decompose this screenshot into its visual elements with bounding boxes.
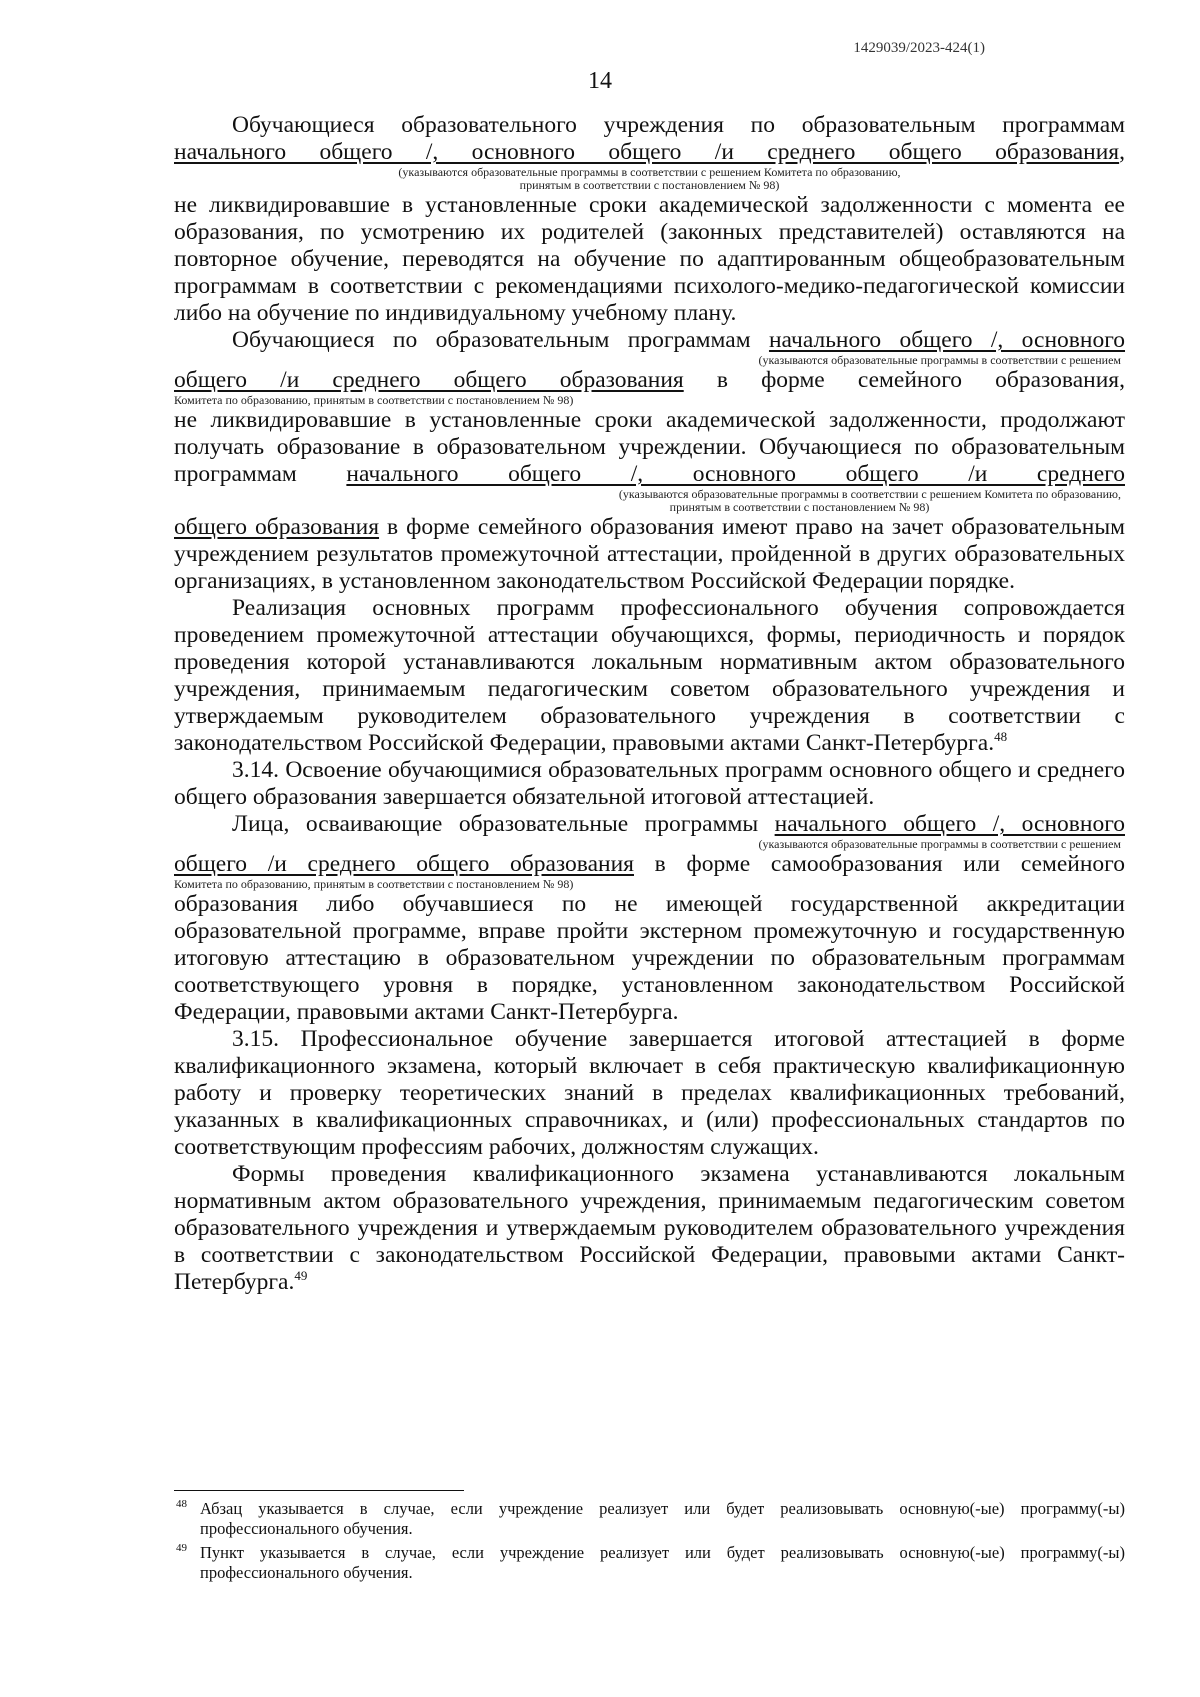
fill-in-hint: Комитета по образованию, принятым в соответствии с постановлением № 98)	[174, 877, 574, 891]
paragraph-1-line-2	[174, 139, 1125, 166]
document-body	[174, 112, 1125, 1296]
paragraph-text: психолого-медико-педагогической комиссии либо на обучение по индивидуальному учебному плану.	[174, 273, 1125, 326]
program-fill-in: общего образования	[174, 514, 380, 540]
footnote-separator	[174, 1490, 464, 1491]
paragraph-text: не ликвидировавшие в установленные сроки академической задолженности, продолжают получать образование в образовательном учреждении. Обучающиеся по образовательным программам	[174, 407, 1125, 487]
footnote-marker: 48	[176, 1498, 187, 1510]
program-fill-in: начального общего /, основного	[768, 327, 1126, 353]
paragraph-1-text	[174, 192, 1125, 327]
fill-in-hint: принятым в соответствии с постановлением № 98)	[519, 178, 780, 192]
paragraph-text: общеобразовательным программам в соответствии с рекомендациями	[174, 246, 1126, 299]
fill-in-hint: принятым в соответствии с постановлением № 98)	[669, 500, 930, 514]
footnote-text: Пункт указывается в случае, если учреждение реализует или будет реализовывать основную(-ые) программу(-ы) профессионального обучения.	[200, 1543, 1125, 1582]
fill-in-hint: (указываются образовательные программы в соответствии с решением Комитета по образованию,	[398, 165, 901, 179]
paragraph-2-line-2	[174, 367, 1125, 394]
paragraph-text: в форме семейного образования,	[683, 367, 1125, 393]
footnote-text: Абзац указывается в случае, если учреждение реализует или будет реализовывать основную(-ые) программу(-ы) профессионального обучения.	[200, 1499, 1125, 1538]
paragraph-2-line-1	[174, 327, 1125, 354]
footnote-marker: 49	[176, 1542, 187, 1554]
paragraph-text: Формы проведения квалификационного экзамена устанавливаются локальным нормативным актом образовательного учреждения, принимаемым педагогическим советом образовательного учреждения и утверждаемым руководителем образовательного учреждения в соответствии с законодательством Российской Федерации, правовыми актами Санкт-Петербурга.	[174, 1161, 1125, 1295]
paragraph-3	[174, 595, 1125, 757]
paragraph-text: не ликвидировавшие в установленные сроки академической задолженности с момента ее образования, по усмотрению их родителей (законных представителей) оставляются на повторное обучение, переводятся на обучение по адаптированным	[174, 192, 1125, 272]
fill-in-hint: Комитета по образованию, принятым в соответствии с постановлением № 98)	[174, 393, 574, 407]
footnote-49	[174, 1543, 1125, 1583]
clause-3-15: 3.15. Профессиональное обучение завершается итоговой аттестацией в форме квалификационного экзамена, который включает в себя практическую квалификационную работу и проверку теоретических знаний в пределах квалификационных требований, указанных в квалификационных справочниках, и (или) профессиональных стандартов по соответствующим профессиям рабочих, должностям служащих.	[174, 1026, 1125, 1160]
fill-in-hint: (указываются образовательные программы в соответствии с решением	[758, 837, 1121, 851]
paragraph-5-text: образования либо обучавшиеся по не имеющей государственной аккредитации образовательной программе, вправе пройти экстерном промежуточную и государственную итоговую аттестацию в образовательном учреждении по образовательным программам соответствующего уровня в порядке, установленном законодательством Российской Федерации, правовыми актами Санкт-Петербурга.	[174, 891, 1125, 1025]
comma: ,	[1119, 139, 1125, 165]
paragraph-2-continued	[174, 514, 1125, 595]
footnotes	[174, 1499, 1125, 1587]
paragraph-text: Лица, осваивающие образовательные программы	[232, 811, 775, 837]
fill-in-hint: (указываются образовательные программы в соответствии с решением	[758, 353, 1121, 367]
program-fill-in: начального общего /, основного общего /и среднего общего образования	[174, 139, 1120, 165]
program-fill-in: начального общего /, основного общего /и среднего	[346, 461, 1125, 487]
paragraph-5-line-1	[174, 811, 1125, 838]
program-fill-in: общего /и среднего общего образования	[174, 367, 684, 393]
document-number: 1429039/2023-424(1)	[853, 40, 985, 56]
paragraph-text: Реализация основных программ профессионального обучения сопровождается проведением промежуточной аттестации обучающихся, формы, периодичность и порядок проведения которой устанавливаются локальным нормативным актом образовательного учреждения, принимаемым педагогическим советом образовательного учреждения и утверждаемым руководителем образовательного учреждения в соответствии с законодательством Российской Федерации, правовыми актами Санкт-Петербурга.	[174, 595, 1125, 756]
paragraph-7	[174, 1161, 1125, 1296]
paragraph-text: в форме семейного образования имеют право на зачет образовательным учреждением результатов промежуточной аттестации, пройденной в других образовательных организациях, в установленном законодательством Российской Федерации порядке.	[174, 514, 1126, 594]
footnote-ref-48[interactable]: 48	[994, 729, 1008, 745]
page-number: 14	[588, 68, 612, 94]
program-fill-in: начального общего /, основного	[774, 811, 1125, 837]
paragraph-1-line-1: Обучающиеся образовательного учреждения по образовательным программам	[232, 112, 1125, 138]
footnote-48	[174, 1499, 1125, 1539]
clause-3-14: 3.14. Освоение обучающимися образовательных программ основного общего и среднего общего образования завершается обязательной итоговой аттестацией.	[174, 757, 1125, 810]
paragraph-text: Обучающиеся по образовательным программам	[232, 327, 769, 353]
program-fill-in: общего /и среднего общего образования	[174, 851, 634, 877]
paragraph-5-line-2	[174, 851, 1125, 878]
fill-in-hint: (указываются образовательные программы в соответствии с решением Комитета по образованию,	[618, 487, 1121, 501]
footnote-ref-49[interactable]: 49	[294, 1268, 308, 1284]
paragraph-text: в форме самообразования или семейного	[633, 851, 1125, 877]
paragraph-2-text	[174, 407, 1125, 488]
